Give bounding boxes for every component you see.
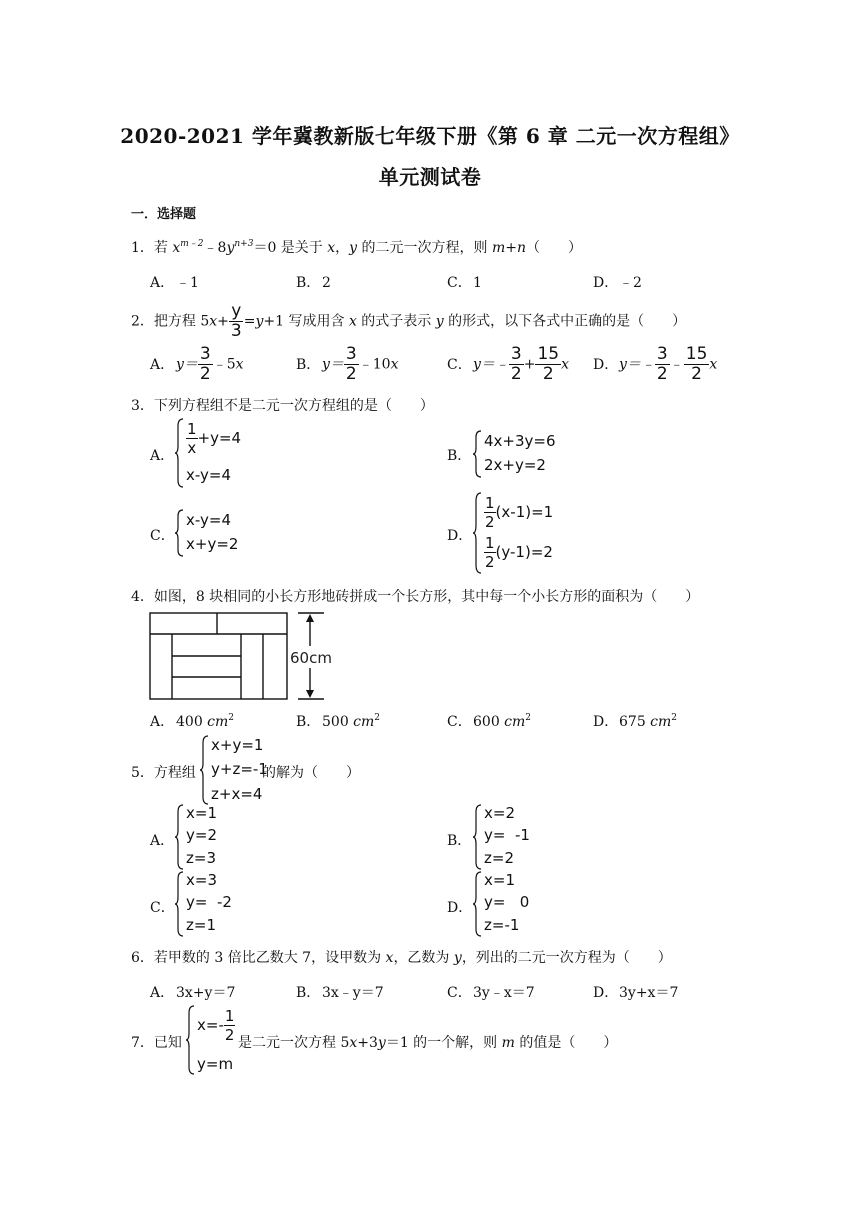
q3-option-a-label[interactable]: A． (150, 448, 175, 464)
q3-option-c-label[interactable]: C． (150, 528, 175, 544)
q1-option-b[interactable]: B． 2 (296, 275, 331, 291)
q5-system: x+y=1 y+z=-1 z+x=4 (199, 735, 269, 805)
brace-icon (174, 871, 184, 937)
q2-option-c[interactable]: C．y＝﹣ $\frac{3}{2}$ + $\frac{15}{2}$ x (447, 344, 570, 384)
q3-option-d-label[interactable]: D． (447, 528, 473, 544)
q3-option-a-system[interactable]: $\frac{1}{x}$ +y=4 x-y=4 (174, 418, 284, 488)
brace-icon (174, 804, 184, 870)
tile-rectangle-figure (148, 610, 338, 702)
q2-option-b[interactable]: B． y＝ $\frac{3}{2}$ ﹣10x (296, 344, 399, 384)
brace-icon (472, 492, 482, 574)
q3-option-c-system[interactable]: x-y=4 x+y=2 (174, 509, 284, 557)
question-2-stem: 2．把方程 5x+ $\frac{y}{3}$ =y+1 写成用含 x 的式子表示 y 的形式，以下各式中正确的是（ ） (131, 301, 687, 341)
q5-option-b-label[interactable]: B． (447, 833, 472, 849)
q4-option-a[interactable]: A． 400 $cm^2$ (150, 713, 235, 730)
brace-icon (174, 418, 184, 488)
question-6-stem: 6．若甲数的 3 倍比乙数大 7，设甲数为 x，乙数为 y，列出的二元一次方程为（ ） (131, 950, 672, 966)
q6-option-d[interactable]: D．3y+x＝7 (593, 985, 679, 1001)
q5-option-d-label[interactable]: D． (447, 900, 473, 916)
brace-icon (472, 871, 482, 937)
q2-option-a[interactable]: A． y＝ $\frac{3}{2}$ ﹣5x (150, 344, 244, 384)
q3-option-d-system[interactable]: $\frac{1}{2}$ (x-1)=1 $\frac{1}{2}$ (y-1)=2 (472, 492, 582, 574)
q5-option-a-label[interactable]: A． (150, 833, 175, 849)
question-1-stem: 1．若 $x^{m﹣2}﹣8y^{n+3}=0$ 是关于 x，y 的二元一次方程，则 m+n（ ） (131, 239, 583, 256)
q1-option-c[interactable]: C．1 (447, 275, 482, 291)
section-heading: 一．选择题 (131, 207, 197, 222)
brace-icon (174, 509, 184, 557)
q4-option-b[interactable]: B． 500 $cm^2$ (296, 713, 381, 730)
q6-option-a[interactable]: A． 3x+y＝7 (150, 985, 236, 1001)
question-5-stem-tail: 的解为（ ） (262, 765, 360, 781)
figure-dimension-label: 60cm (290, 649, 332, 667)
q5-option-a-system[interactable]: x=1 y=2 z=3 (174, 804, 254, 870)
question-3-stem: 3．下列方程组不是二元一次方程组的是（ ） (131, 398, 434, 414)
brace-icon (472, 804, 482, 870)
page-title: 2020-2021 学年冀教新版七年级下册《第 6 章 二元一次方程组》 (120, 124, 740, 148)
brace-icon (472, 430, 482, 478)
q3-option-b-system[interactable]: 4x+3y=6 2x+y=2 (472, 430, 582, 478)
q5-option-c-label[interactable]: C． (150, 900, 175, 916)
q2-option-d[interactable]: D．y＝﹣ $\frac{3}{2}$ ﹣ $\frac{15}{2}$ x (593, 344, 718, 384)
q3-option-b-label[interactable]: B． (447, 448, 472, 464)
q4-option-c[interactable]: C．600 $cm^2$ (447, 713, 532, 730)
q1-option-d[interactable]: D．﹣2 (593, 275, 642, 291)
question-7-stem-lead: 7．已知 (131, 1035, 182, 1051)
brace-icon (185, 1005, 195, 1075)
question-5-stem-lead: 5．方程组 (131, 765, 196, 781)
fraction: $\frac{y}{3}$ (230, 301, 242, 341)
page-subtitle: 单元测试卷 (378, 165, 482, 189)
q6-option-b[interactable]: B． 3x﹣y＝7 (296, 985, 384, 1001)
q5-option-c-system[interactable]: x=3 y= -2 z=1 (174, 871, 254, 937)
q1-option-a[interactable]: A． ﹣1 (150, 275, 199, 291)
question-7-stem-tail: 是二元一次方程 5x+3y＝1 的一个解，则 m 的值是（ ） (238, 1035, 618, 1051)
q4-option-d[interactable]: D．675 $cm^2$ (593, 713, 678, 730)
q6-option-c[interactable]: C．3y﹣x＝7 (447, 985, 535, 1001)
q7-system: x=- $\frac{1}{2}$ y=m (185, 1005, 245, 1075)
q5-option-d-system[interactable]: x=1 y= 0 z=-1 (472, 871, 552, 937)
brace-icon (199, 735, 209, 805)
question-4-stem: 4．如图，8 块相同的小长方形地砖拼成一个长方形，其中每一个小长方形的面积为（ ） (131, 589, 700, 605)
q5-option-b-system[interactable]: x=2 y= -1 z=2 (472, 804, 552, 870)
